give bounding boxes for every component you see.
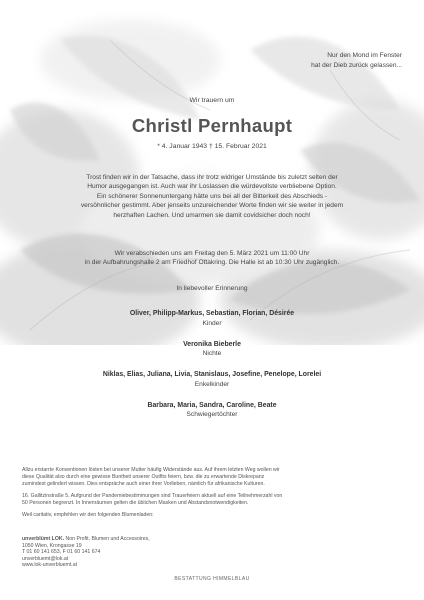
florist-description: Non Profit, Blumen und Accessoires,: [64, 536, 150, 542]
quote-line-1: Nur den Mond im Fenster: [327, 52, 402, 59]
tribute-text: [42, 173, 382, 220]
florist-name-line: [22, 536, 150, 543]
family-group: [0, 309, 424, 328]
family-list: [0, 309, 424, 431]
note-line: Allzu erstarrte Konventionen lösten bei unserer Mutter häufig Widerstände aus. Auf ihrem letzten Weg wollen wir: [22, 467, 280, 473]
note-line: Weil caritativ, empfehlen wir den folgenden Blumenladen:: [22, 512, 154, 519]
note-line: zumindest gelindert wissen. Dies entspräche auch einer ihrer Vorlieben, nämlich für afrikanische Kulturen.: [22, 481, 265, 488]
funeral-home-footer: BESTATTUNG HIMMELBLAU: [174, 576, 250, 582]
florist-contact: [22, 536, 150, 569]
florist-email[interactable]: unverbluemt@lok.at: [22, 555, 69, 562]
florist-website[interactable]: www.lok-unverbluemt.at: [22, 562, 78, 569]
note-line: 50 Personen begrenzt. In Innenräumen gelten die üblichen Masken und Abstandsnotwendigkeiten.: [22, 500, 249, 507]
quote-line-2: hat der Dieb zurück gelassen...: [311, 61, 402, 69]
note-line: diese Qualität also durch eine gewisse Buntheit unserer Outfits feiern, bzw. die zu erwartende Diskrepanz: [22, 474, 265, 481]
farewell-line: in der Aufbahrungshalle 2 am Friedhof Ottakring. Die Halle ist ab 10:30 Uhr zugänglich.: [84, 259, 340, 267]
farewell-line: Wir verabschieden uns am Freitag den 5. März 2021 um 11:00 Uhr: [114, 250, 310, 257]
note-line: 16. Gallitzinstraße 5. Aufgrund der Pandemiebestimmungen sind Trauerfeiern aktuell auf eine Teilnehmerzahl von: [22, 493, 283, 500]
family-names: Barbara, Maria, Sandra, Caroline, Beate: [147, 401, 277, 409]
florist-phone: T 01 60 141 653, F 01 60 141 674: [22, 549, 101, 556]
family-relation: Enkelkinder: [194, 380, 230, 388]
family-group: [0, 401, 424, 420]
family-names: Oliver, Philipp-Markus, Sebastian, Florian, Désirée: [129, 310, 295, 317]
family-names: Veronika Bieberle: [183, 340, 241, 348]
family-group: [0, 370, 424, 389]
family-group: [0, 340, 424, 359]
quote: [311, 51, 402, 70]
family-relation: Schwiegertöchter: [186, 411, 238, 418]
memory-text: In liebevoller Erinnerung: [176, 285, 248, 292]
family-relation: Nichte: [202, 350, 222, 357]
tribute-line: herzhaften Lachen. Und umarmen sie damit covidsicher doch noch!: [113, 211, 311, 219]
notes-section: [22, 462, 406, 525]
florist-name: unverblümt LOK.: [22, 536, 65, 542]
florist-address: 1050 Wien, Krongasse 19: [22, 542, 82, 549]
mourning-intro: Wir trauern um: [189, 97, 235, 104]
tribute-line: Trost finden wir in der Tatsache, dass ihr trotz widriger Umstände bis zuletzt selten der: [86, 174, 338, 181]
deceased-name: Christl Pernhaupt: [131, 115, 293, 136]
life-dates: * 4. Januar 1943 † 15. Februar 2021: [157, 143, 267, 150]
tribute-line: Humor ausgegangen ist. Auch war ihr Loslassen die würdevollste verbliebene Option.: [87, 183, 337, 191]
farewell-info: [42, 249, 382, 268]
tribute-line: Ein schönerer Sonnenuntergang hätte uns bei all der Bitterkeit des Abschieds -: [96, 192, 328, 200]
tribute-line: versöhnlicher gestimmt. Aber jenseits unzureichender Worte finden wir sie weiter in jedem: [80, 202, 344, 210]
family-relation: Kinder: [202, 319, 222, 327]
family-names: Niklas, Elias, Juliana, Livia, Stanislaus, Josefine, Penelope, Lorelei: [102, 371, 322, 378]
